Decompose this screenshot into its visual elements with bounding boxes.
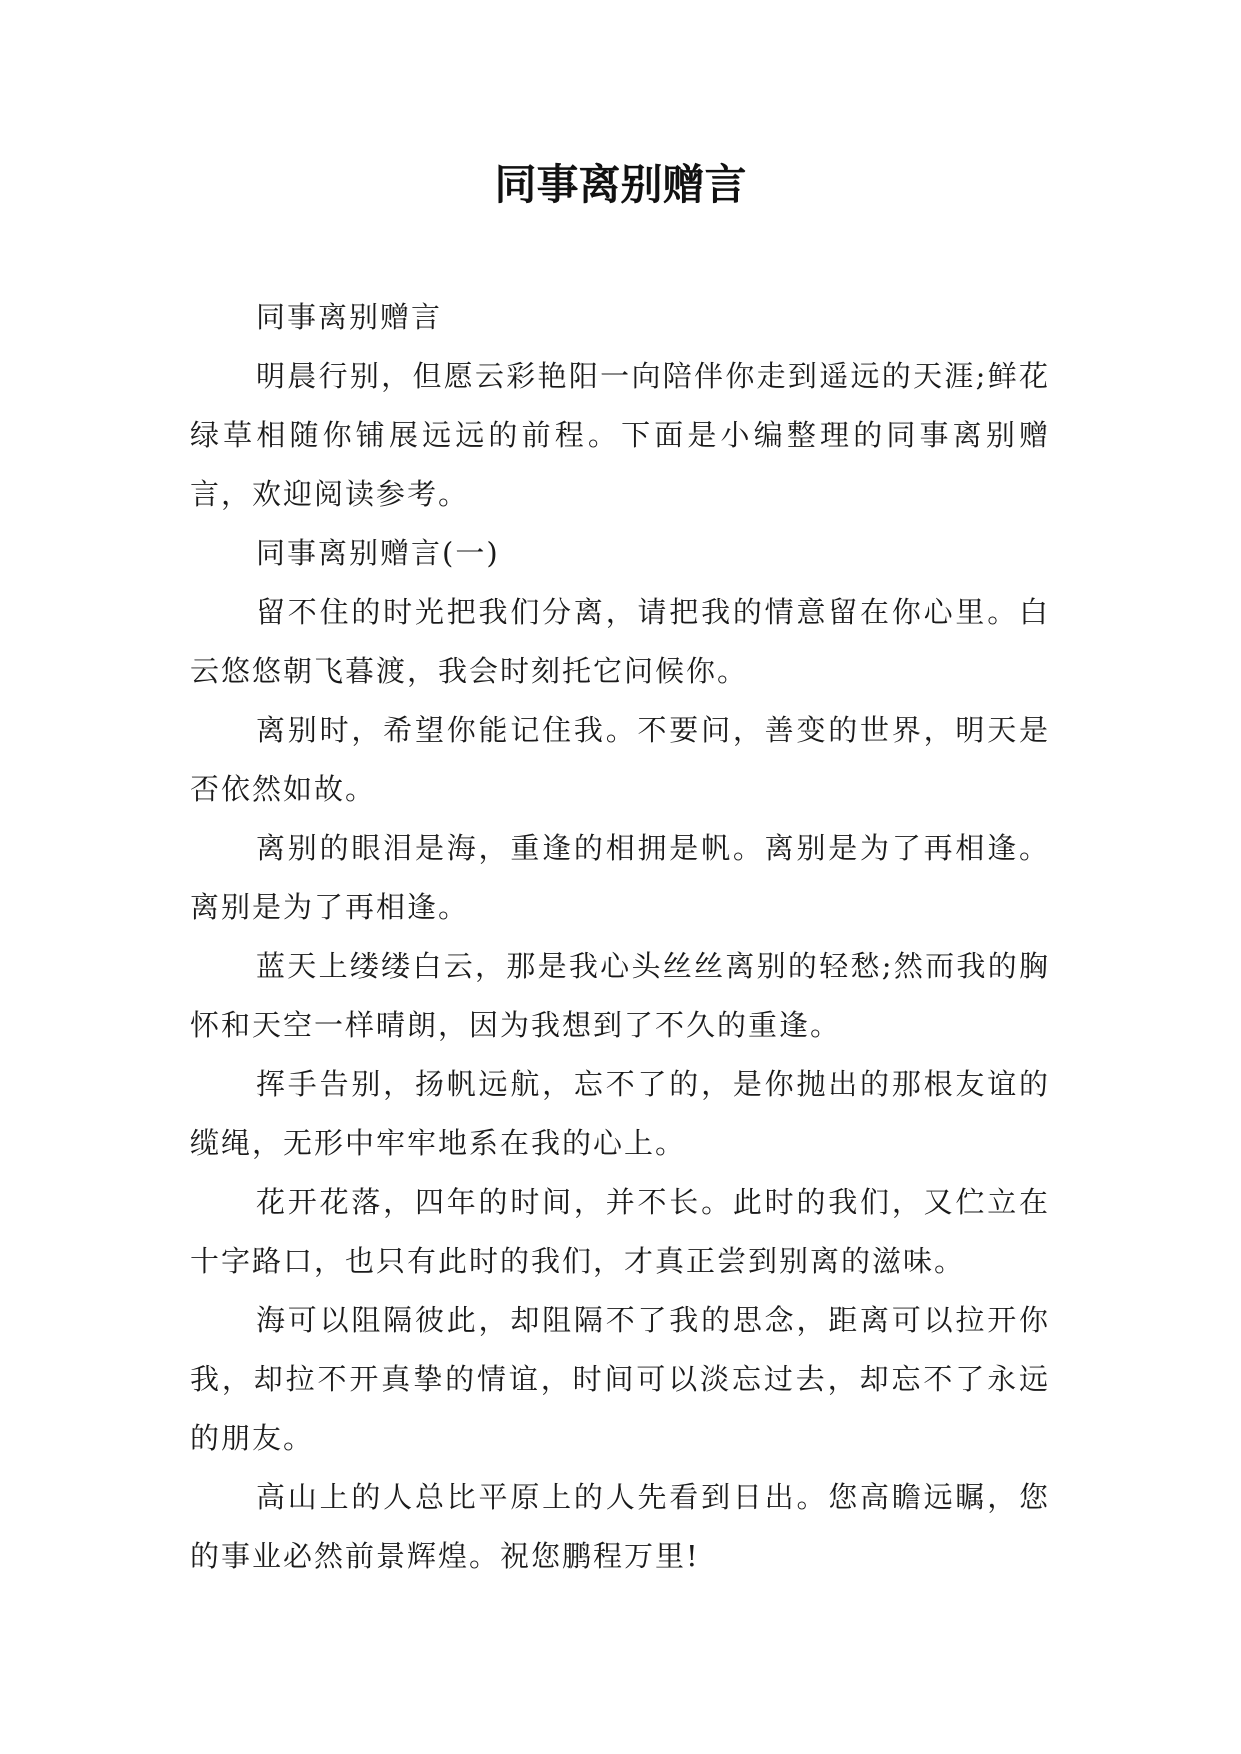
paragraph: 挥手告别，扬帆远航，忘不了的，是你抛出的那根友谊的缆绳，无形中牢牢地系在我的心上。 xyxy=(190,1067,1050,1160)
paragraph: 同事离别赠言(一) xyxy=(256,536,500,570)
paragraph: 留不住的时光把我们分离，请把我的情意留在你心里。白云悠悠朝飞暮渡，我会时刻托它问候你。 xyxy=(190,595,1050,688)
paragraph: 海可以阻隔彼此，却阻隔不了我的思念，距离可以拉开你我，却拉不开真挚的情谊，时间可以淡忘过去，却忘不了永远的朋友。 xyxy=(190,1303,1050,1455)
paragraph: 蓝天上缕缕白云，那是我心头丝丝离别的轻愁;然而我的胸怀和天空一样晴朗，因为我想到了不久的重逢。 xyxy=(190,949,1050,1042)
document-body xyxy=(190,288,1050,1586)
paragraph: 离别时，希望你能记住我。不要问，善变的世界，明天是否依然如故。 xyxy=(190,713,1050,806)
paragraph: 同事离别赠言 xyxy=(256,300,443,334)
paragraph: 高山上的人总比平原上的人先看到日出。您高瞻远瞩，您的事业必然前景辉煌。祝您鹏程万里! xyxy=(190,1480,1050,1573)
paragraph: 花开花落，四年的时间，并不长。此时的我们，又伫立在十字路口，也只有此时的我们，才真正尝到别离的滋味。 xyxy=(190,1185,1050,1278)
document-title: 同事离别赠言 xyxy=(494,160,747,209)
paragraph: 离别的眼泪是海，重逢的相拥是帆。离别是为了再相逢。离别是为了再相逢。 xyxy=(190,831,1050,924)
paragraph: 明晨行别，但愿云彩艳阳一向陪伴你走到遥远的天涯;鲜花绿草相随你铺展远远的前程。下面是小编整理的同事离别赠言，欢迎阅读参考。 xyxy=(190,359,1050,511)
